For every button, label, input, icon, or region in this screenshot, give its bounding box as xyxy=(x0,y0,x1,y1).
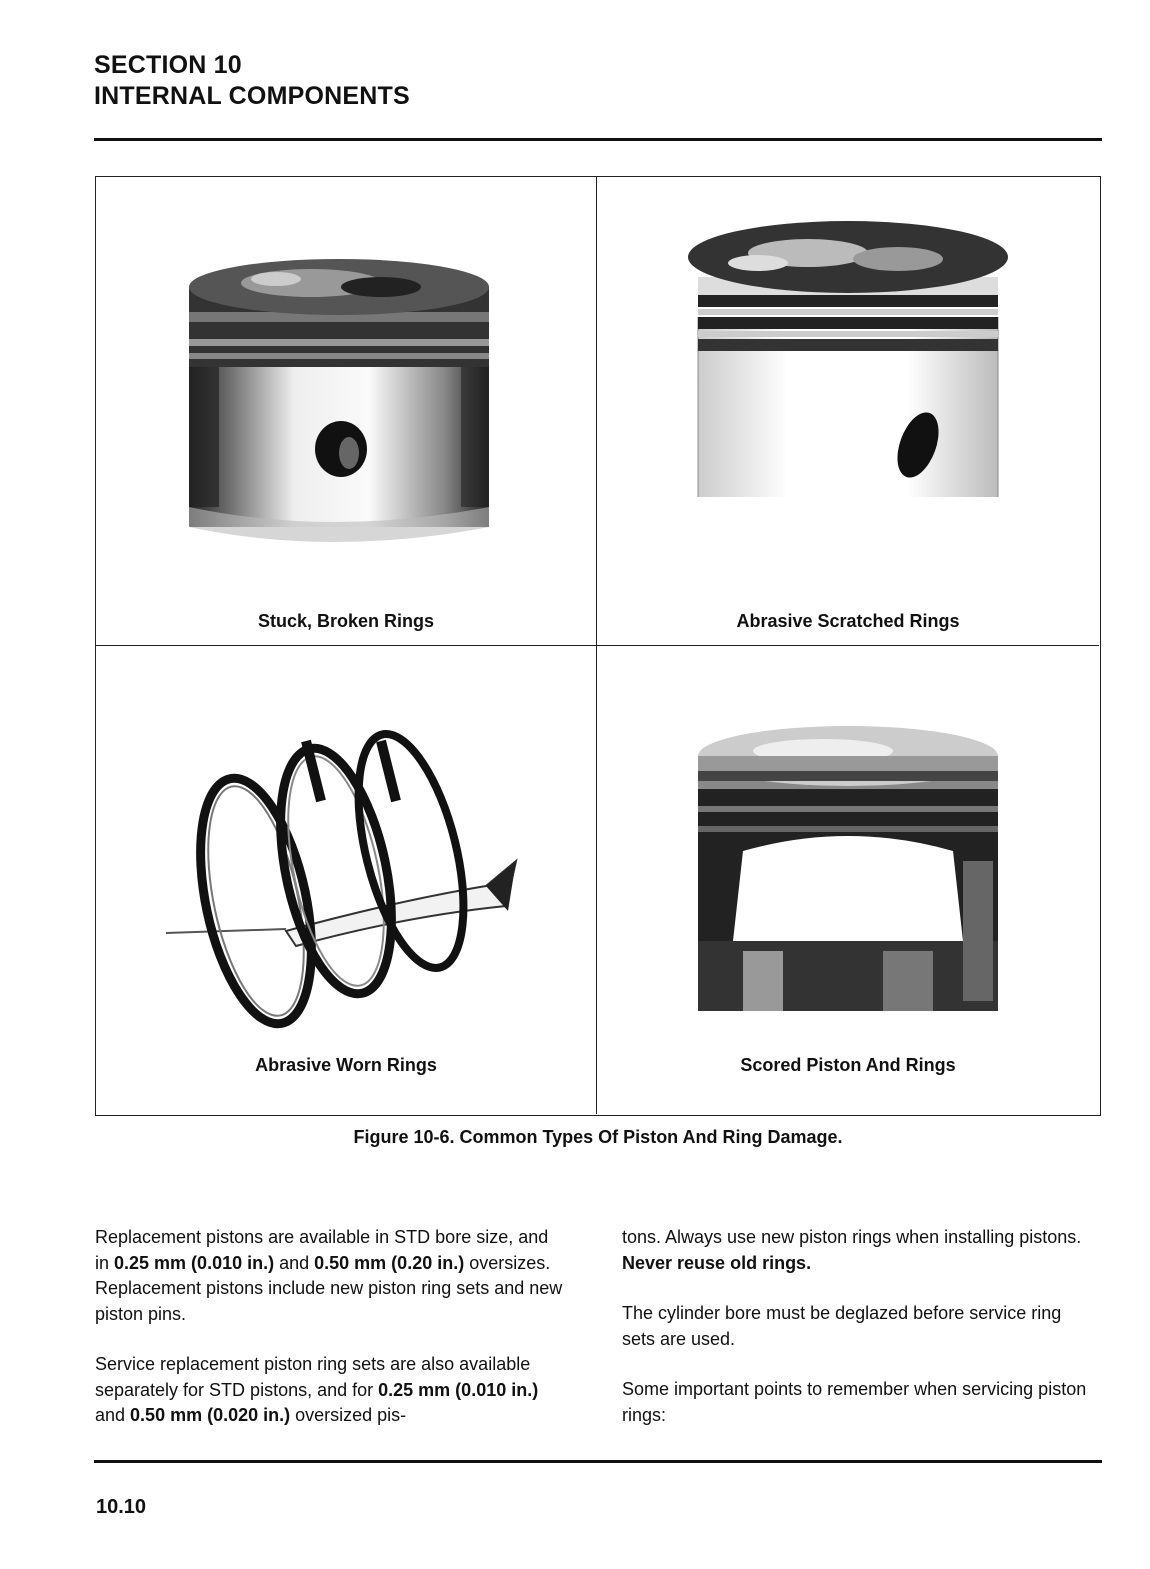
paragraph: tons. Always use new piston rings when installing pistons. Never reuse old rings. xyxy=(622,1227,1082,1273)
paragraph: Some important points to remember when servicing piston rings: xyxy=(622,1379,1087,1425)
footer-rule xyxy=(94,1460,1102,1463)
panel-caption: Stuck, Broken Rings xyxy=(257,611,435,631)
piston-photo-stuck-rings xyxy=(181,257,511,567)
body-column-left xyxy=(95,1225,565,1454)
rings-photo-worn xyxy=(146,711,546,1041)
panel-abrasive-worn-rings xyxy=(96,646,597,1114)
paragraph: Replacement pistons are available in STD bore size, and in 0.25 mm (0.010 in.) and 0.50 mm (0.20 in.) oversizes. Replacement pistons include new piston ring sets and new piston pins. xyxy=(95,1227,563,1324)
piston-photo-scored xyxy=(683,711,1013,1021)
section-title: INTERNAL COMPONENTS xyxy=(94,82,410,110)
panel-scored-piston-rings xyxy=(597,646,1099,1114)
panel-caption: Abrasive Scratched Rings xyxy=(736,611,960,631)
paragraph: The cylinder bore must be deglazed before service ring sets are used. xyxy=(622,1303,1062,1349)
page-number: 10.10 xyxy=(96,1496,147,1518)
paragraph: Service replacement piston ring sets are also available separately for STD pistons, and for 0.25 mm (0.010 in.) and 0.50 mm (0.020 in.) oversized pis- xyxy=(95,1354,539,1425)
header-rule xyxy=(94,138,1102,141)
panel-stuck-broken-rings xyxy=(96,177,597,646)
figure-caption: Figure 10-6. Common Types Of Piston And Ring Damage. xyxy=(353,1127,843,1147)
piston-photo-scratched-rings xyxy=(678,217,1018,517)
figure-grid xyxy=(95,176,1101,1116)
panel-caption: Abrasive Worn Rings xyxy=(255,1055,437,1075)
section-number: SECTION 10 xyxy=(94,51,242,79)
panel-abrasive-scratched-rings xyxy=(597,177,1099,646)
section-header xyxy=(94,50,410,112)
body-column-right xyxy=(622,1225,1092,1453)
panel-caption: Scored Piston And Rings xyxy=(740,1055,956,1075)
